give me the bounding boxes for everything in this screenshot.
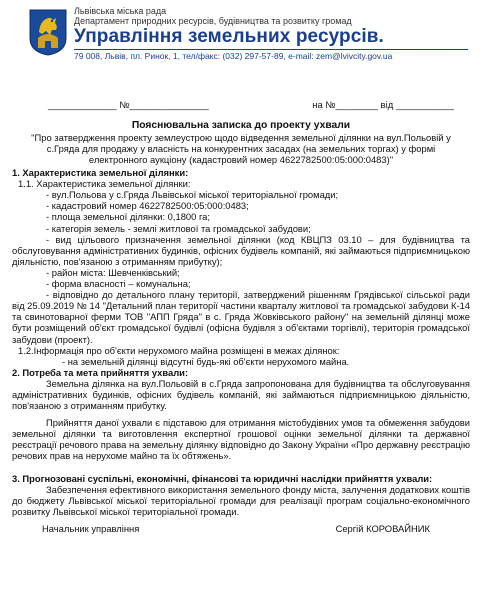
list-item: - категорія земель - землі житлової та громадської забудови; bbox=[46, 222, 311, 234]
list-item: - район міста: Шевченківський; bbox=[46, 266, 180, 278]
list-item: - на земельній ділянці відсутні будь-які об'єкти нерухомого майна. bbox=[62, 355, 350, 367]
list-item: - кадастровий номер 4622782500:05:000:0483; bbox=[46, 200, 249, 212]
list-item: - вул.Польова у с.Гряда Львівської міської територіальної громади; bbox=[46, 189, 339, 201]
incoming-reference: на №________ від ___________ bbox=[312, 100, 454, 111]
letterhead bbox=[28, 6, 468, 66]
signatory-name: Сергій КОРОВАЙНИК bbox=[335, 522, 430, 534]
list-item: - форма власності – комунальна; bbox=[46, 278, 191, 290]
list-item: - відповідно до детального плану території, затверджений рішенням Грядівської сільської ради від 25.09.2019 № 14 "Детальний план території частини кварталу житлової та громадської забудови К-14 та свинотоварної ферми ТОВ "АПП Гряда" в с. Гряда Жовківського району" на земельній ділянці може бути розміщений об'єкт громадської будівлі (офісна будівля з об'єктами торгівлі), територія громадської забудови (проект). bbox=[12, 289, 470, 345]
signature-block bbox=[12, 523, 470, 534]
section-1-1-heading: 1.1. Характеристика земельної ділянки: bbox=[18, 178, 191, 190]
section-2-paragraph-2: Прийняття даної ухвали є підставою для отримання містобудівних умов та обмеження забудови земельної ділянки та виготовлення експертної грошової оцінки земельної ділянки та державної реєстрації речового права на земельну ділянку відповідно до Закону України «Про державну реєстрацію речових прав на нерухоме майно та їх обтяжень». bbox=[12, 417, 470, 462]
section-2-paragraph-1: Земельна ділянка на вул.Польовій в с.Гряда запропонована для будівництва та обслуговування адміністративних будинків, офісних будівель компаній, які займаються підприємницькою діяльністю, пов'язаною з отриманням прибутку. bbox=[12, 377, 470, 412]
section-3-heading: 3. Прогнозовані суспільні, економічні, фінансові та юридичні наслідки прийняття ухвали: bbox=[12, 472, 433, 484]
header-rule bbox=[74, 49, 468, 50]
section-1-heading: 1. Характеристика земельної ділянки: bbox=[12, 167, 189, 179]
document-subject: "Про затвердження проекту землеустрою щодо відведення земельної ділянки на вул.Польовій у с.Гряда для продажу у власність на конкурентних засадах (на земельних торгах) у формі електронного аукціону (кадастровий номер 4622782500:05:000:0483)" bbox=[31, 132, 451, 166]
department-name: Департамент природних ресурсів, будівництва та розвитку громад bbox=[74, 16, 352, 26]
signatory-position: Начальник управління bbox=[42, 522, 140, 534]
section-1-2-heading: 1.2.Інформація про об'єкти нерухомого майна розміщені в межах ділянок: bbox=[18, 344, 340, 356]
office-address: 79 008, Львів, пл. Ринок, 1, тел/факс: (032) 297-57-89, e-mail: zem@lvivcity.gov.ua bbox=[74, 51, 393, 61]
section-2-heading: 2. Потреба та мета прийняття ухвали: bbox=[12, 366, 189, 378]
reference-line bbox=[12, 100, 470, 111]
document-title: Пояснювальна записка до проекту ухвали bbox=[131, 120, 351, 132]
section-3-paragraph-1: Забезпечення ефективного використання земельного фонду міста, залучення додаткових коштів до бюджету Львівської міської територіальної громади для реалізації програм соціально-економічного розвитку Львівської міської територіальної громади. bbox=[12, 483, 470, 517]
memo-body bbox=[12, 100, 470, 534]
outgoing-number: _____________ №_______________ bbox=[48, 100, 209, 111]
list-item: - вид цільового призначення земельної ділянки (код КВЦПЗ 03.10 – для будівництва та обслуговування адміністративних будинків, офісних будівель компаній, які займаються підприємницькою діяльністю, пов'язаною з отриманням прибутку); bbox=[12, 233, 470, 267]
org-name: Львівська міська рада bbox=[74, 6, 167, 16]
office-title: Управління земельних ресурсів. bbox=[74, 26, 384, 47]
lviv-crest-icon bbox=[28, 8, 68, 56]
list-item: - площа земельної ділянки: 0,1800 га; bbox=[46, 211, 210, 223]
